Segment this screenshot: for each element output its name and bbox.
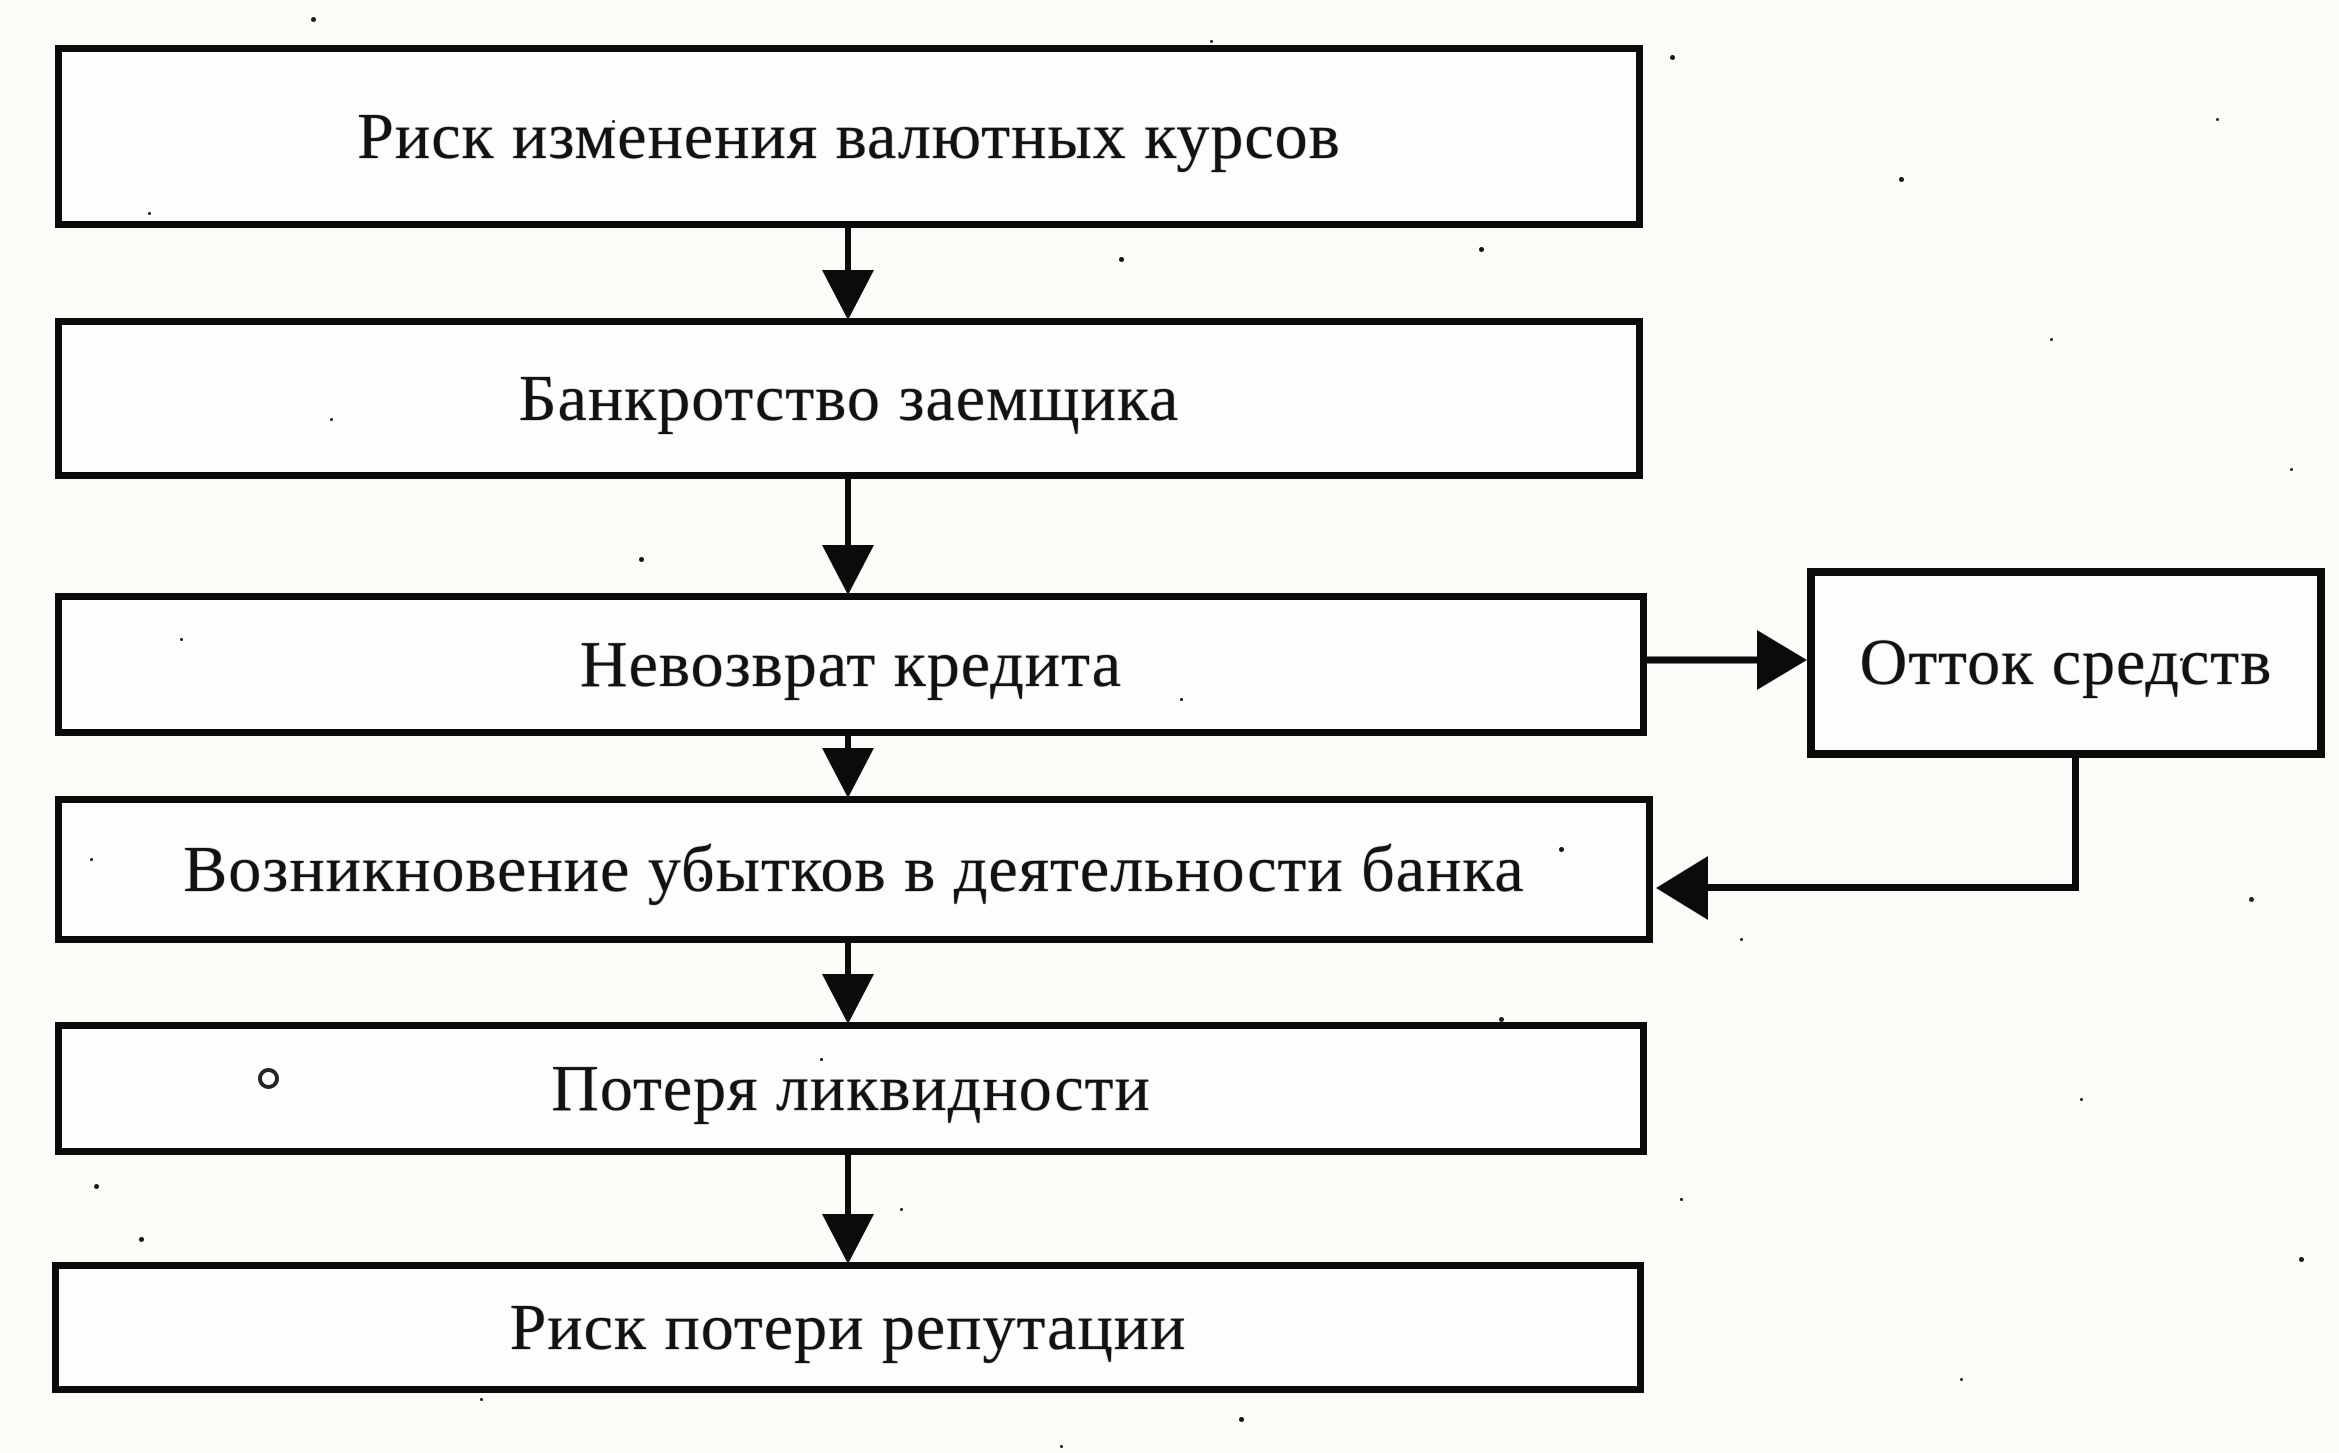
box-reputation-risk [52,1262,1644,1393]
arrow-default-to-losses [818,734,878,798]
box-bank-losses [55,796,1653,943]
arrow-bankruptcy-to-default [818,477,878,595]
box-funds-outflow-label: Отток средств [1859,626,2273,699]
box-borrower-bankruptcy [55,318,1643,479]
arrow-down-icon [822,974,874,1024]
arrow-shaft [845,1153,851,1218]
connector-outflow-vertical [2072,755,2079,891]
box-loan-default [55,593,1647,736]
arrow-exchange-to-bankruptcy [818,225,878,320]
arrow-right-icon [1757,630,1807,690]
box-exchange-rate-risk [55,45,1643,228]
box-liquidity-loss [55,1022,1647,1155]
arrow-down-icon [822,270,874,320]
scan-noise-specks [0,0,3,3]
box-loan-default-label: Невозврат кредита [579,627,1123,701]
arrow-left-icon [1656,856,1708,920]
box-borrower-bankruptcy-label: Банкротство заемщика [518,361,1180,435]
arrow-liquidity-to-reputation [818,1153,878,1264]
arrow-losses-to-liquidity [818,941,878,1024]
box-reputation-risk-label: Риск потери репутации [509,1290,1187,1364]
arrow-shaft [845,225,851,275]
box-bank-losses-label: Возникновение убытков в деятельности банка [183,832,1525,906]
arrow-down-icon [822,545,874,595]
box-funds-outflow [1807,568,2325,758]
arrow-down-icon [822,748,874,798]
box-liquidity-loss-label: Потеря ликвидности [551,1051,1151,1125]
arrow-shaft [1645,657,1763,664]
box-exchange-rate-risk-label: Риск изменения валютных курсов [357,99,1341,173]
connector-outflow-horizontal [1706,884,2079,891]
arrow-default-to-outflow [1645,628,1807,692]
arrow-down-icon [822,1214,874,1264]
arrow-shaft [845,477,851,549]
